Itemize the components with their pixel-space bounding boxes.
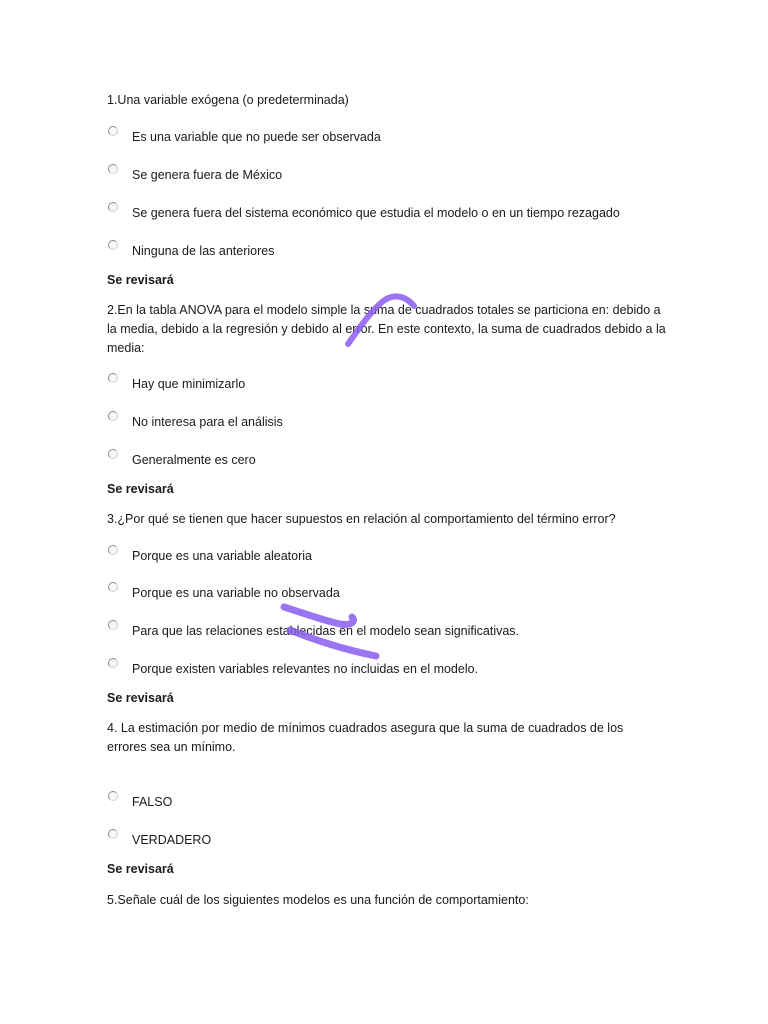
radio-button[interactable] (108, 620, 118, 630)
option-label: Porque es una variable no observada (132, 586, 340, 600)
option-label: Ninguna de las anteriores (132, 244, 275, 258)
question-3-option-2[interactable] (108, 582, 708, 602)
question-1-status: Se revisará (107, 273, 174, 287)
radio-button[interactable] (108, 582, 118, 592)
question-1-option-2[interactable] (108, 164, 708, 184)
question-5-text: 5.Señale cuál de los siguientes modelos es una función de comportamiento: (107, 893, 529, 907)
option-label: Porque es una variable aleatoria (132, 549, 312, 563)
radio-button[interactable] (108, 164, 118, 174)
question-2-option-3[interactable] (108, 449, 708, 469)
question-4-status: Se revisará (107, 862, 174, 876)
question-2-option-2[interactable] (108, 411, 708, 431)
question-1-option-1[interactable] (108, 126, 708, 146)
question-4-text: 4. La estimación por medio de mínimos cuadrados asegura que la suma de cuadrados de los errores sea un mínimo. (107, 721, 624, 754)
radio-button[interactable] (108, 658, 118, 668)
question-3-option-4[interactable] (108, 658, 708, 678)
question-4-option-1[interactable] (108, 791, 708, 811)
question-3-option-1[interactable] (108, 545, 708, 565)
option-label: Generalmente es cero (132, 453, 256, 467)
question-4-option-2[interactable] (108, 829, 708, 849)
question-3-status: Se revisará (107, 691, 174, 705)
question-2-option-1[interactable] (108, 373, 708, 393)
radio-button[interactable] (108, 240, 118, 250)
option-label: Es una variable que no puede ser observada (132, 130, 381, 144)
question-1-text: 1.Una variable exógena (o predeterminada) (107, 93, 349, 107)
question-1-option-4[interactable] (108, 240, 708, 260)
option-label: Se genera fuera del sistema económico que estudia el modelo o en un tiempo rezagado (132, 206, 620, 220)
radio-button[interactable] (108, 411, 118, 421)
radio-button[interactable] (108, 545, 118, 555)
radio-button[interactable] (108, 126, 118, 136)
question-3-option-3[interactable] (108, 620, 708, 640)
question-2-status: Se revisará (107, 482, 174, 496)
option-label: Se genera fuera de México (132, 168, 283, 182)
option-label: Para que las relaciones establecidas en el modelo sean significativas. (132, 624, 520, 638)
radio-button[interactable] (108, 202, 118, 212)
option-label: No interesa para el análisis (132, 415, 283, 429)
option-label: FALSO (132, 795, 173, 809)
option-label: Porque existen variables relevantes no incluidas en el modelo. (132, 662, 479, 676)
radio-button[interactable] (108, 373, 118, 383)
radio-button[interactable] (108, 449, 118, 459)
option-label: Hay que minimizarlo (132, 377, 246, 391)
question-2-text: 2.En la tabla ANOVA para el modelo simple la suma de cuadrados totales se particiona en: debido a la media, debido a la regresión y debido al error. En este contexto, la suma de cuadrados debido a la media: (107, 303, 666, 355)
radio-button[interactable] (108, 829, 118, 839)
radio-button[interactable] (108, 791, 118, 801)
question-1-option-3[interactable] (108, 202, 708, 222)
option-label: VERDADERO (132, 833, 212, 847)
question-3-text: 3.¿Por qué se tienen que hacer supuestos en relación al comportamiento del término error? (107, 512, 616, 526)
